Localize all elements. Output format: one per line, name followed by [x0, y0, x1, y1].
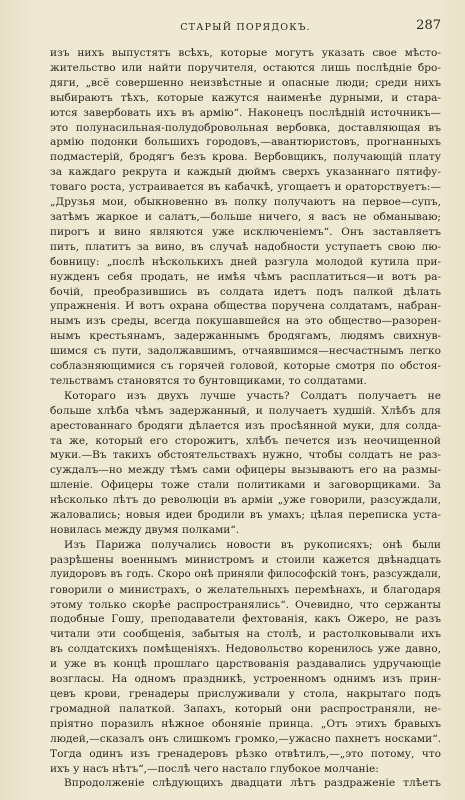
text-line: товаго роста, устраивается въ кабачкѣ, угощаетъ и ораторствуетъ:— [50, 181, 441, 194]
text-line: жительство или найти поручителя, остаются лишь послѣдніе бро- [50, 61, 441, 74]
text-line: „Друзья мои, обыкновенно въ полку получаютъ на первое—супъ, [50, 196, 441, 209]
text-line: муки.—Въ такихъ обстоятельствахъ нужно, чтобы солдатъ не раз- [50, 449, 441, 462]
text-line: шленіе. Офицеры тоже стали политиками и заговорщиками. За [50, 479, 441, 492]
text-line: подобные Гошу, преподаватели фехтованія, какъ Ожеро, не разъ [50, 613, 441, 626]
text-line: дяги, „всё совершенно неизвѣстные и опасные люди; среди нихъ [50, 76, 441, 89]
text-line: бочій, преобразившись въ солдата идетъ подъ палкой дѣлать [50, 285, 441, 298]
text-line: за каждаго рекрута и каждый дюймъ сверхъ указаннаго пятифу- [50, 166, 441, 179]
text-line: ются завербовать ихъ въ армію“. Наконецъ послѣдній источникъ— [50, 106, 441, 119]
running-title: СТАРЫЙ ПОРЯДОКЪ. [180, 22, 311, 33]
text-line: пирогъ и вино являются уже исключеніемъ“. Онъ заставляетъ [50, 225, 441, 238]
text-line: шимся съ пути, задолжавшимъ, отчаявшимся—несчастнымъ легко [50, 345, 441, 358]
text-line: армію подонки большихъ городовъ,—авантюристовъ, прогнанныхъ [50, 136, 441, 149]
text-line: суждалъ—но между тѣмъ сами офицеры вызываютъ его на размы- [50, 464, 441, 477]
text-line: цевъ крови, гренадеры прислуживали у стола, накрытаго подъ [50, 687, 441, 700]
text-line: нымъ крестьянамъ, задержаннымъ бродягамъ, людямъ свихнув- [50, 330, 441, 343]
text-line: изъ нихъ выпустятъ всѣхъ, которые могутъ указать свое мѣсто- [50, 47, 441, 59]
text-line: это полунасильная-полудобровольная вербовка, доставляющая въ [50, 121, 441, 134]
text-line: выбираютъ тѣхъ, которые кажутся наименѣе дурными, и стара- [50, 91, 441, 104]
text-line: ихъ у насъ нѣтъ“,—послѣ чего настало глубокое молчаніе: [50, 762, 379, 775]
text-line: нѣсколько лѣтъ до революціи въ арміи „уже говорили, разсуждали, [50, 494, 441, 507]
text-line: людей,—сказалъ онъ слишкомъ громко,—ужасно пахнетъ носками“. [50, 732, 441, 745]
text-line: арестованнаго бродяги дѣлается изъ просѣянной муки, для солда- [50, 419, 441, 432]
text-line: новилась между двумя полками“. [50, 524, 240, 536]
text-line: читали эти сообщенія, забытыя на столѣ, и растолковывали ихъ [50, 628, 441, 641]
text-line: и уже въ концѣ прошлаго царствованія раздавались удручающіе [50, 658, 441, 671]
text-line: возгласы. На одномъ праздникѣ, устроенномъ однимъ изъ прин- [50, 673, 441, 686]
text-line: громадной палаткой. Запахъ, который они распространяли, не- [50, 702, 441, 715]
text-line: больше хлѣба чѣмъ задержанный, и получаетъ худшій. Хлѣбъ для [50, 404, 441, 417]
text-line: нымъ изъ среды, всегда покушавшейся на это общество—разорен- [50, 315, 441, 328]
text-line: затѣмъ жаркое и салатъ,—больше ничего, я васъ не обманываю; [50, 210, 441, 223]
text-line: Тогда одинъ изъ гренадеровъ рѣзко отвѣтилъ,—„это потому, что [50, 747, 441, 760]
text-line: пріятно поразилъ нѣжное обоняніе принца. „Отъ этихъ бравыхъ [50, 717, 441, 730]
page-header [50, 18, 441, 46]
text-line: подмастерій, бродягъ безъ крова. Вербовщикъ, получающій плату [50, 151, 441, 164]
text-line: та же, который его сторожитъ, хлѣбъ печется изъ неочищенной [50, 434, 441, 447]
text-line: говорили о министрахъ, о желательныхъ перемѣнахъ, и благодаря [50, 583, 441, 596]
text-line: нужденъ себя продать, не имѣя чѣмъ расплатиться—и вотъ ра- [50, 270, 441, 283]
text-line: разрѣшены военнымъ министромъ и стоили кажется двѣнадцать [50, 553, 441, 566]
text-line: упражненія. И вотъ охрана общества поручена солдатамъ, набран- [50, 300, 441, 313]
text-line: жаловались; новыя идеи бродили въ умахъ; цѣлая переписка уста- [50, 509, 441, 522]
body-text [50, 46, 441, 791]
text-line: бовницу: „послѣ нѣсколькихъ дней разгула молодой кутила при- [50, 255, 441, 268]
text-line: луидоровъ въ годъ. Скоро онѣ приняли философскій тонъ, разсуждали, [50, 568, 441, 580]
page-number: 287 [416, 18, 441, 33]
text-line: тельствамъ становятся то бунтовщиками, то солдатами. [50, 374, 367, 387]
text-line: Изъ Парижа получались новости въ рукописяхъ; онѣ были [64, 538, 441, 551]
text-line: Котораго изъ двухъ лучше участь? Солдатъ получаетъ не [64, 389, 441, 402]
text-line: пить, платитъ за вино, въ случаѣ надобности уступаетъ свою лю- [50, 240, 441, 253]
text-line: въ солдатскихъ помѣщеніяхъ. Недовольство коренилось уже давно, [50, 643, 441, 656]
text-line: Впродолженіе слѣдующихъ двадцати лѣтъ раздраженіе тлѣетъ [64, 777, 441, 790]
text-line: этому только скорѣе распространялись“. Очевидно, что сержанты [50, 598, 441, 611]
text-line: соблазняющимися съ горячей головой, которые смотря по обстоя- [50, 360, 441, 373]
